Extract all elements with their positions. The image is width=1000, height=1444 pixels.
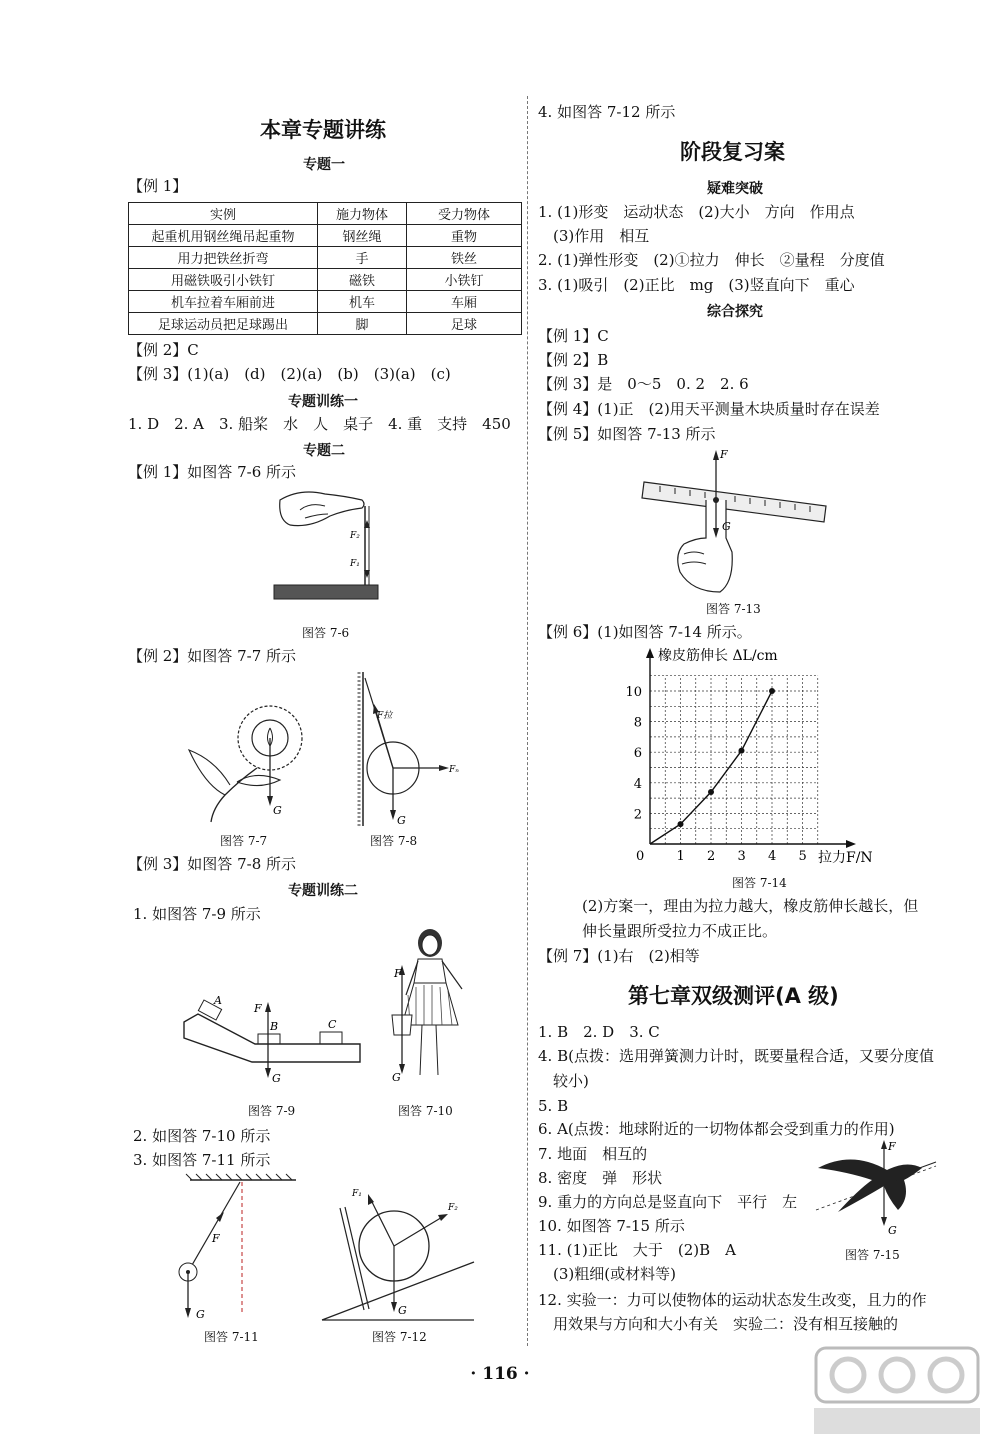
- b-label: B: [270, 1020, 279, 1033]
- f-label: F: [888, 1140, 896, 1153]
- g-label: G: [272, 1072, 281, 1085]
- pendulum-figure: [170, 1172, 300, 1322]
- table-cell: 足球运动员把足球踢出: [129, 313, 318, 335]
- c-label: C: [328, 1018, 337, 1031]
- ruler-finger-figure: [640, 442, 830, 597]
- table-row: [129, 225, 522, 247]
- a-label: A: [214, 994, 222, 1007]
- f2-label: F₂: [350, 531, 360, 541]
- x-tick-label: 5: [798, 849, 807, 864]
- inquiry-example-6: 【例 6】(1)如图答 7-14 所示。: [538, 623, 752, 641]
- review-q3: 3. (1)吸引 (2)正比 mg (3)竖直向下 重心: [538, 276, 855, 294]
- x-axis-arrow: [846, 840, 856, 848]
- inquiry-heading: 综合探究: [707, 304, 763, 320]
- hand-rope-figure: [270, 480, 390, 605]
- data-point: [769, 688, 775, 694]
- x-tick-label: 4: [768, 849, 777, 864]
- test-answer-5: 5. B: [538, 1097, 569, 1115]
- watermark-logo: [808, 1342, 986, 1438]
- slope-blocks-figure: [180, 992, 365, 1087]
- example-2-answer: 【例 2】C: [128, 341, 199, 359]
- figure-caption: 图答 7-7: [220, 834, 268, 848]
- right-line-4: 4. 如图答 7-12 所示: [538, 103, 676, 121]
- inquiry-example-7: 【例 7】(1)右 (2)相等: [538, 947, 700, 965]
- table-header: 施力物体: [318, 203, 407, 225]
- data-point: [708, 789, 714, 795]
- f1-label: F₁: [352, 1189, 362, 1199]
- topic-two-example-3: 【例 3】如图答 7-8 所示: [128, 855, 297, 873]
- test-answer-1-3: 1. B 2. D 3. C: [538, 1023, 660, 1041]
- fn-label: Fₙ: [449, 765, 459, 775]
- g-label: G: [196, 1308, 205, 1321]
- x-tick-label: 3: [737, 849, 746, 864]
- hanging-ball-figure: [355, 668, 465, 830]
- table-cell: 起重机用钢丝绳吊起重物: [129, 225, 318, 247]
- fpull-label: F拉: [377, 711, 393, 721]
- inquiry-example-6-part2: (2)方案一，理由为拉力越大，橡皮筋伸长越长，但: [582, 897, 919, 915]
- f1-label: F₁: [350, 559, 360, 569]
- chart-ticks: [625, 685, 806, 864]
- topic-two-example-2: 【例 2】如图答 7-7 所示: [128, 647, 297, 665]
- figure-caption: 图答 7-11: [204, 1330, 259, 1344]
- training-two-item-1: 1. 如图答 7-9 所示: [133, 905, 261, 923]
- training-one-answers: 1. D 2. A 3. 船桨 水 人 桌子 4. 重 支持 450: [128, 415, 511, 433]
- force-table: [128, 202, 522, 335]
- table-cell: 脚: [318, 313, 407, 335]
- topic-two-heading: 专题二: [303, 443, 345, 459]
- test-answer-8: 8. 密度 弹 形状: [538, 1169, 663, 1187]
- topic-one-heading: 专题一: [303, 157, 345, 173]
- table-row: [129, 269, 522, 291]
- g-label: G: [722, 520, 731, 533]
- table-cell: 足球: [407, 313, 522, 335]
- training-two-item-2: 2. 如图答 7-10 所示: [133, 1127, 271, 1145]
- test-answer-11-cont: (3)粗细(或材料等): [553, 1265, 676, 1283]
- figure-caption: 图答 7-14: [732, 876, 787, 890]
- test-answer-12-cont: 用效果与方向和大小有关 实验二：没有相互接触的: [553, 1315, 899, 1333]
- training-one-heading: 专题训练一: [288, 394, 358, 410]
- g-label: G: [888, 1224, 897, 1237]
- example-3-answer: 【例 3】(1)(a) (d) (2)(a) (b) (3)(a) (c): [128, 365, 451, 383]
- y-tick-label: 8: [633, 715, 642, 731]
- x-axis-label: 拉力F/N: [818, 850, 873, 866]
- table-row: [129, 247, 522, 269]
- data-point: [739, 748, 745, 754]
- inquiry-example-3: 【例 3】是 0～5 0. 2 2. 6: [538, 375, 749, 393]
- table-row: [129, 313, 522, 335]
- figure-caption: 图答 7-9: [248, 1104, 296, 1118]
- stage-review-title: 阶段复习案: [680, 140, 785, 164]
- example-1-label: 【例 1】: [128, 177, 188, 195]
- table-cell: 磁铁: [318, 269, 407, 291]
- g-label: G: [273, 804, 282, 817]
- test-answer-4: 4. B(点拨：选用弹簧测力计时，既要量程合适，又要分度值: [538, 1047, 934, 1065]
- girl-bucket-figure: [380, 925, 475, 1085]
- x-tick-label: 2: [707, 849, 716, 864]
- table-row: [129, 291, 522, 313]
- inquiry-example-6-part2-cont: 伸长量跟所受拉力不成正比。: [582, 922, 778, 940]
- test-answer-11: 11. (1)正比 大于 (2)B A: [538, 1241, 736, 1259]
- inquiry-example-4: 【例 4】(1)正 (2)用天平测量木块质量时存在误差: [538, 400, 880, 418]
- test-answer-10: 10. 如图答 7-15 所示: [538, 1217, 685, 1235]
- test-answer-9: 9. 重力的方向总是竖直向下 平行 左: [538, 1193, 798, 1211]
- table-cell: 钢丝绳: [318, 225, 407, 247]
- review-q1: 1. (1)形变 运动状态 (2)大小 方向 作用点: [538, 203, 855, 221]
- inquiry-example-5: 【例 5】如图答 7-13 所示: [538, 425, 716, 443]
- table-header-row: [129, 203, 522, 225]
- column-divider: [527, 96, 528, 1346]
- table-header: 受力物体: [407, 203, 522, 225]
- table-cell: 机车: [318, 291, 407, 313]
- training-two-item-3: 3. 如图答 7-11 所示: [133, 1151, 271, 1169]
- incline-ball-figure: [318, 1180, 478, 1325]
- y-tick-label: 2: [633, 807, 642, 823]
- table-cell: 用磁铁吸引小铁钉: [129, 269, 318, 291]
- x-tick-label: 1: [676, 849, 685, 864]
- figure-caption: 图答 7-10: [398, 1104, 453, 1118]
- figure-caption: 图答 7-13: [706, 602, 761, 616]
- g-label: G: [397, 814, 406, 827]
- table-cell: 铁丝: [407, 247, 522, 269]
- y-tick-label: 4: [633, 776, 642, 792]
- training-two-heading: 专题训练二: [288, 883, 358, 899]
- y-tick-label: 6: [633, 746, 642, 762]
- figure-caption: 图答 7-8: [370, 834, 418, 848]
- swallow-figure: [812, 1140, 942, 1240]
- flower-figure: [185, 690, 310, 825]
- test-answer-4-cont: 较小): [553, 1072, 589, 1090]
- test-answer-7: 7. 地面 相互的: [538, 1145, 648, 1163]
- difficulty-heading: 疑难突破: [707, 181, 763, 197]
- table-cell: 手: [318, 247, 407, 269]
- f2-label: F₂: [448, 1203, 458, 1213]
- f-label: F: [720, 448, 728, 461]
- f-label: F: [212, 1232, 220, 1245]
- g-label: G: [392, 1071, 401, 1084]
- figure-caption: 图答 7-6: [302, 626, 350, 640]
- data-point: [678, 821, 684, 827]
- f-label: F: [394, 967, 402, 980]
- review-q2: 2. (1)弹性形变 (2)①拉力 伸长 ②量程 分度值: [538, 251, 885, 269]
- table-cell: 重物: [407, 225, 522, 247]
- y-axis-label: 橡皮筋伸长 ΔL/cm: [658, 648, 778, 664]
- table-cell: 小铁钉: [407, 269, 522, 291]
- test-answer-12: 12. 实验一：力可以使物体的运动状态发生改变，且力的作: [538, 1291, 927, 1309]
- y-tick-label: 10: [625, 685, 642, 700]
- x-tick-label: 0: [636, 849, 645, 864]
- figure-caption: 图答 7-12: [372, 1330, 427, 1344]
- test-answer-6: 6. A(点拨：地球附近的一切物体都会受到重力的作用): [538, 1120, 895, 1138]
- chapter-test-title: 第七章双级测评(A 级): [628, 984, 839, 1008]
- elongation-chart: [610, 640, 900, 870]
- figure-caption: 图答 7-15: [845, 1248, 900, 1262]
- inquiry-example-2: 【例 2】B: [538, 351, 609, 369]
- table-cell: 用力把铁丝折弯: [129, 247, 318, 269]
- table-cell: 机车拉着车厢前进: [129, 291, 318, 313]
- inquiry-example-1: 【例 1】C: [538, 327, 609, 345]
- topic-two-example-1: 【例 1】如图答 7-6 所示: [128, 463, 297, 481]
- y-axis-arrow: [646, 648, 654, 658]
- page-number: · 116 ·: [470, 1364, 530, 1384]
- table-header: 实例: [129, 203, 318, 225]
- f-label: F: [254, 1002, 262, 1015]
- table-cell: 车厢: [407, 291, 522, 313]
- section-title: 本章专题讲练: [260, 118, 386, 142]
- review-q1-cont: (3)作用 相互: [553, 227, 650, 245]
- g-label: G: [398, 1304, 407, 1317]
